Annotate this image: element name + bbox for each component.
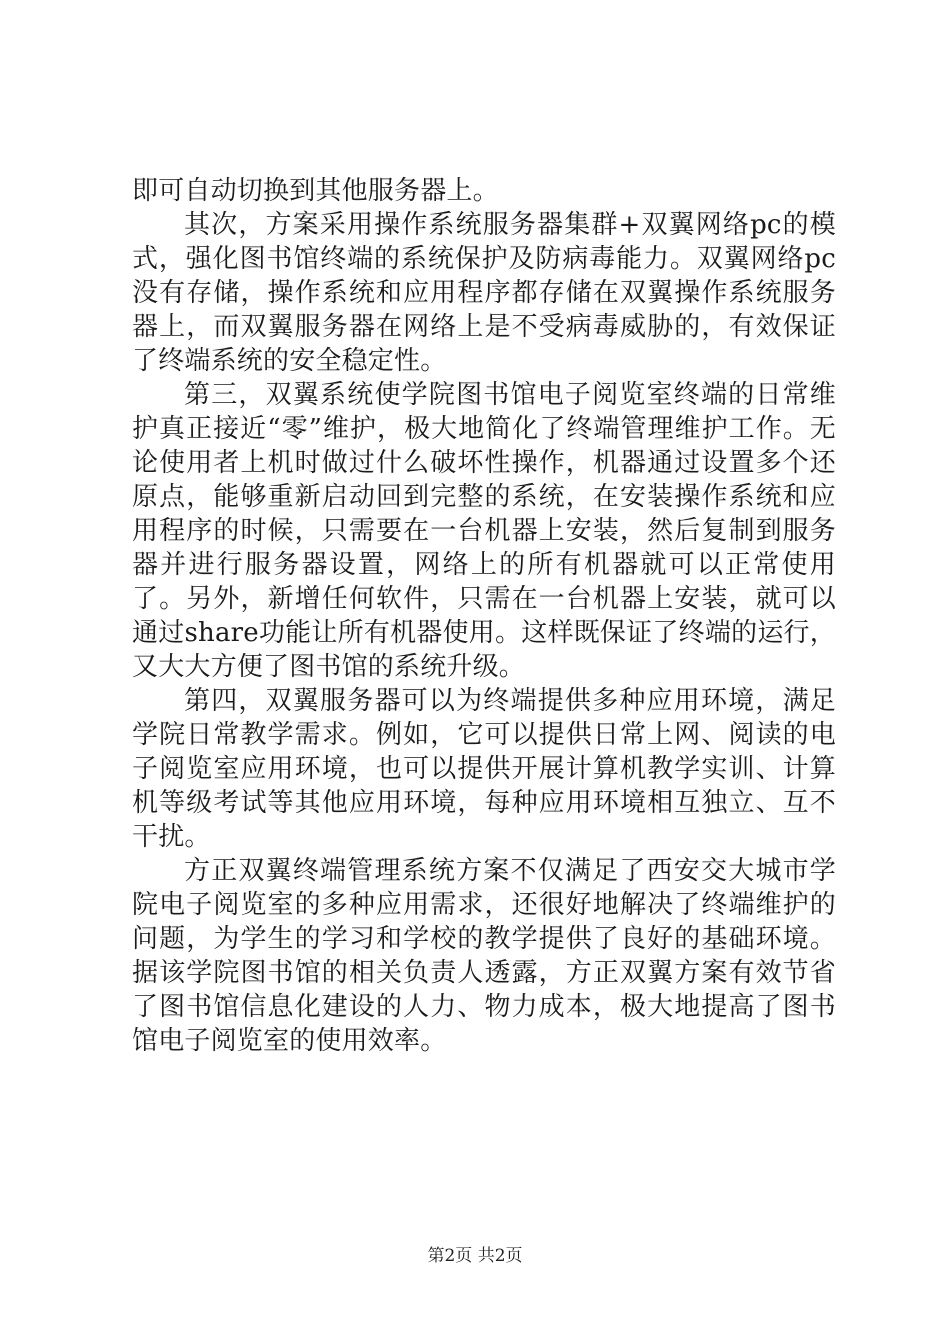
paragraph-second-point: 其次，方案采用操作系统服务器集群+双翼网络pc的模式，强化图书馆终端的系统保护及防病毒能力。双翼网络pc没有存储，操作系统和应用程序都存储在双翼操作系统服务器上，而双翼服务器在网络上是不受病毒威胁的，有效保证了终端系统的安全稳定性。 (132, 210, 836, 376)
paragraph-third-point: 第三，双翼系统使学院图书馆电子阅览室终端的日常维护真正接近“零”维护，极大地简化了终端管理维护工作。无论使用者上机时做过什么破坏性操作，机器通过设置多个还原点，能够重新启动回到完整的系统，在安装操作系统和应用程序的时候，只需要在一台机器上安装，然后复制到服务器并进行服务器设置，网络上的所有机器就可以正常使用了。另外，新增任何软件，只需在一台机器上安装，就可以通过share功能让所有机器使用。这样既保证了终端的运行，又大大方便了图书馆的系统升级。 (132, 380, 836, 682)
page-number-footer: 第2页 共2页 (427, 1246, 523, 1266)
paragraph-conclusion: 方正双翼终端管理系统方案不仅满足了西安交大城市学院电子阅览室的多种应用需求，还很好地解决了终端维护的问题，为学生的学习和学校的教学提供了良好的基础环境。据该学院图书馆的相关负责人透露，方正双翼方案有效节省了图书馆信息化建设的人力、物力成本，极大地提高了图书馆电子阅览室的使用效率。 (132, 856, 836, 1056)
paragraph-continuation: 即可自动切换到其他服务器上。 (132, 176, 499, 206)
document-body (132, 174, 836, 1058)
paragraph-fourth-point: 第四，双翼服务器可以为终端提供多种应用环境，满足学院日常教学需求。例如，它可以提供日常上网、阅读的电子阅览室应用环境，也可以提供开展计算机教学实训、计算机等级考试等其他应用环境，每种应用环境相互独立、互不干扰。 (132, 686, 836, 852)
